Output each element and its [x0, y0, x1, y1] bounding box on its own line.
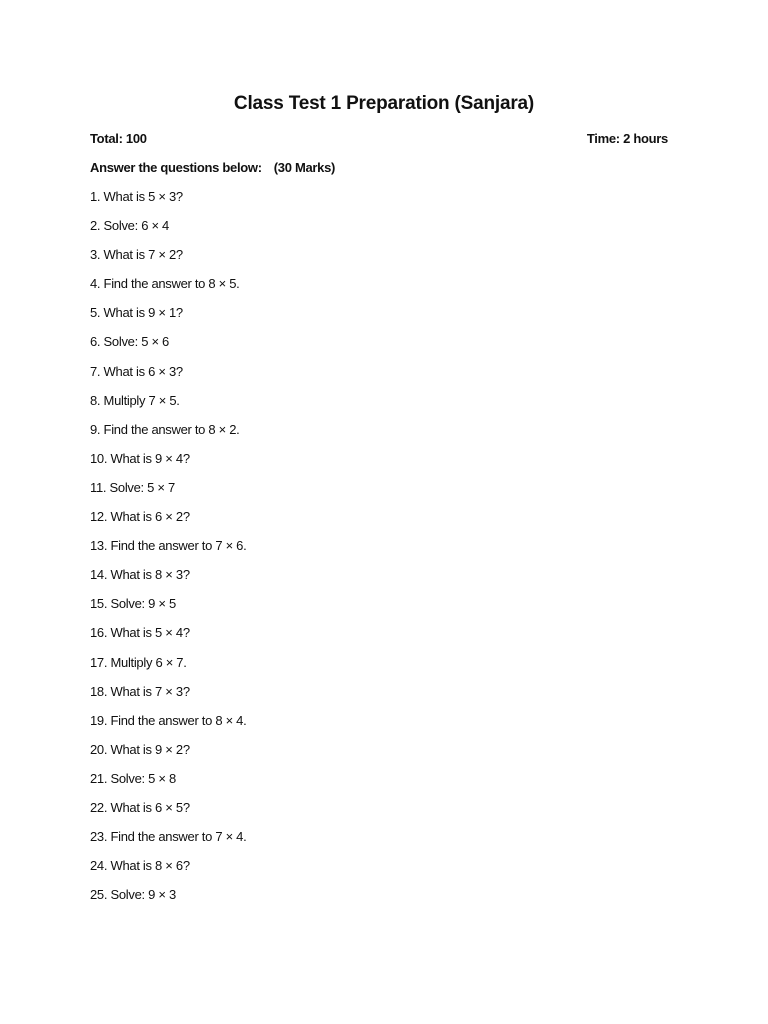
section-marks: (30 Marks) — [273, 160, 336, 175]
question-list — [90, 189, 246, 916]
instructions — [90, 160, 335, 175]
question-item: 10. What is 9 × 4? — [90, 450, 190, 466]
question-item: 2. Solve: 6 × 4 — [90, 218, 169, 234]
question-item: 13. Find the answer to 7 × 6. — [90, 538, 247, 554]
question-item: 19. Find the answer to 8 × 4. — [90, 712, 247, 728]
question-item: 5. What is 9 × 1? — [90, 305, 183, 321]
question-item: 23. Find the answer to 7 × 4. — [90, 829, 247, 845]
question-item: 12. What is 6 × 2? — [90, 509, 190, 525]
time-limit: Time: 2 hours — [586, 131, 668, 146]
question-item: 3. What is 7 × 2? — [90, 247, 183, 263]
question-item: 14. What is 8 × 3? — [90, 567, 190, 583]
question-item: 24. What is 8 × 6? — [90, 858, 190, 874]
question-item: 25. Solve: 9 × 3 — [90, 887, 176, 903]
question-item: 17. Multiply 6 × 7. — [90, 654, 187, 670]
question-item: 15. Solve: 9 × 5 — [90, 596, 176, 612]
question-item: 4. Find the answer to 8 × 5. — [90, 276, 240, 292]
question-item: 8. Multiply 7 × 5. — [90, 392, 180, 408]
question-item: 9. Find the answer to 8 × 2. — [90, 421, 240, 437]
question-item: 6. Solve: 5 × 6 — [90, 334, 169, 350]
instructions-text: Answer the questions below: — [90, 160, 262, 175]
question-item: 11. Solve: 5 × 7 — [90, 479, 175, 495]
question-item: 16. What is 5 × 4? — [90, 625, 190, 641]
question-item: 20. What is 9 × 2? — [90, 741, 190, 757]
question-item: 21. Solve: 5 × 8 — [90, 770, 176, 786]
page-title: Class Test 1 Preparation (Sanjara) — [233, 93, 535, 114]
question-item: 22. What is 6 × 5? — [90, 799, 190, 815]
question-item: 7. What is 6 × 3? — [90, 363, 183, 379]
question-item: 18. What is 7 × 3? — [90, 683, 190, 699]
question-item: 1. What is 5 × 3? — [90, 189, 183, 204]
total-marks: Total: 100 — [90, 131, 147, 146]
test-meta — [90, 131, 668, 146]
